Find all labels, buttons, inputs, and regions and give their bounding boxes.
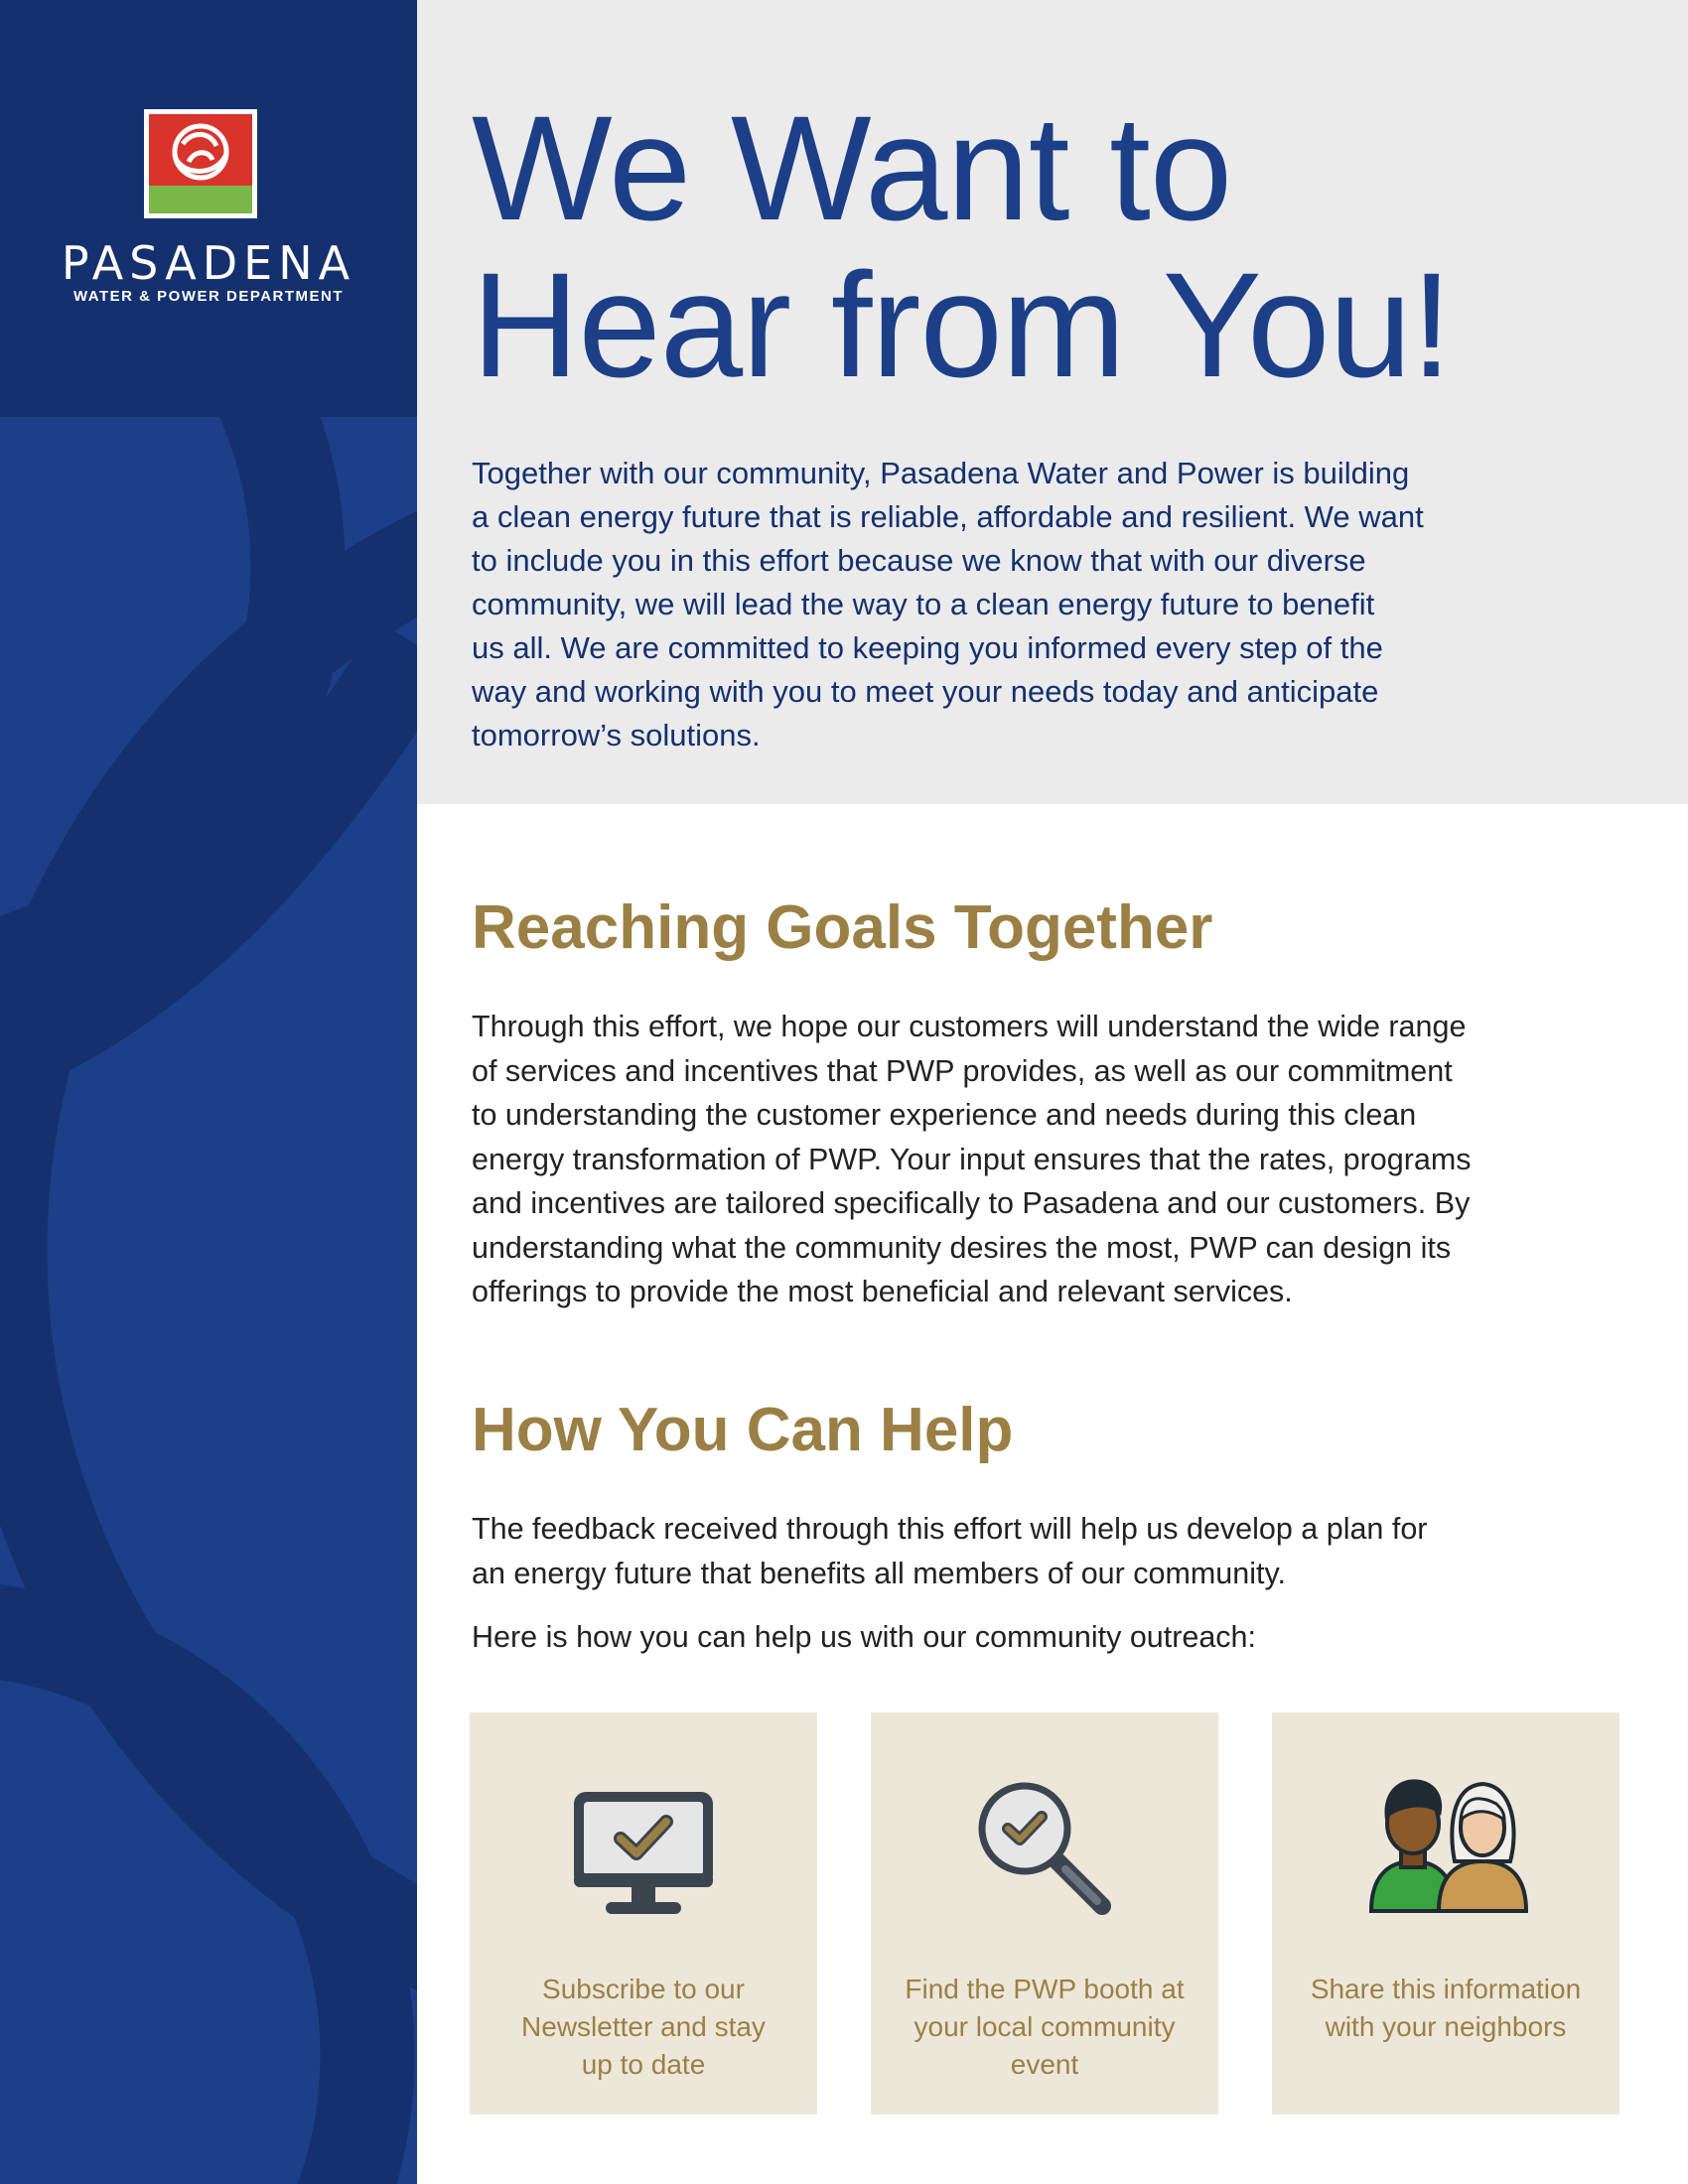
card-line: Subscribe to our bbox=[542, 1974, 745, 2004]
title-line: We Want to bbox=[472, 84, 1232, 251]
brand-department: WATER & POWER DEPARTMENT bbox=[72, 288, 345, 305]
card-line: Newsletter and stay bbox=[521, 2011, 766, 2042]
card-text bbox=[490, 1971, 797, 2084]
goals-heading: Reaching Goals Together bbox=[472, 893, 1213, 962]
card-subscribe-newsletter bbox=[470, 1712, 817, 2115]
intro-paragraph bbox=[472, 452, 1614, 757]
card-find-booth bbox=[871, 1712, 1218, 2115]
intro-line: tomorrow’s solutions. bbox=[472, 718, 761, 752]
intro-line: a clean energy future that is reliable, affordable and resilient. We want bbox=[472, 499, 1424, 534]
goals-paragraph bbox=[472, 1005, 1623, 1314]
card-line: up to date bbox=[581, 2049, 706, 2080]
title-line: Hear from You! bbox=[472, 241, 1452, 408]
pasadena-rose-logo bbox=[144, 109, 257, 218]
card-line: your local community bbox=[914, 2011, 1176, 2042]
goals-line: energy transformation of PWP. Your input ensures that the rates, programs bbox=[472, 1142, 1472, 1176]
sidebar bbox=[0, 0, 417, 2184]
help-lead-in: Here is how you can help us with our community outreach: bbox=[472, 1620, 1256, 1654]
intro-line: way and working with you to meet your needs today and anticipate bbox=[472, 674, 1379, 709]
page-title bbox=[472, 84, 1452, 408]
card-text bbox=[891, 1971, 1198, 2084]
goals-line: of services and incentives that PWP provides, as well as our commitment bbox=[472, 1053, 1453, 1088]
card-share-information bbox=[1272, 1712, 1619, 2115]
help-heading: How You Can Help bbox=[472, 1396, 1014, 1464]
goals-line: to understanding the customer experience and needs during this clean bbox=[472, 1098, 1417, 1132]
card-line: Share this information bbox=[1310, 1974, 1582, 2004]
goals-line: and incentives are tailored specifically to Pasadena and our customers. By bbox=[472, 1186, 1471, 1220]
rose-pattern-decoration bbox=[0, 417, 417, 2184]
goals-line: Through this effort, we hope our customers will understand the wide range bbox=[472, 1010, 1467, 1043]
brand-name: PASADENA bbox=[61, 236, 356, 290]
goals-line: offerings to provide the most beneficial and relevant services. bbox=[472, 1275, 1293, 1308]
card-line: with your neighbors bbox=[1325, 2011, 1567, 2042]
card-text bbox=[1292, 1971, 1600, 2046]
help-line: The feedback received through this effort will help us develop a plan for bbox=[472, 1512, 1428, 1546]
help-paragraph bbox=[472, 1507, 1623, 1595]
monitor-check-icon bbox=[470, 1712, 817, 1971]
card-line: Find the PWP booth at bbox=[905, 1974, 1185, 2004]
intro-line: to include you in this effort because we know that with our diverse bbox=[472, 543, 1366, 578]
card-line: event bbox=[1010, 2049, 1079, 2080]
intro-line: us all. We are committed to keeping you informed every step of the bbox=[472, 630, 1383, 665]
help-line: an energy future that benefits all members of our community. bbox=[472, 1556, 1286, 1590]
intro-line: Together with our community, Pasadena Water and Power is building bbox=[472, 456, 1410, 490]
header-panel bbox=[417, 0, 1688, 804]
intro-line: community, we will lead the way to a clean energy future to benefit bbox=[472, 587, 1375, 621]
neighbors-icon bbox=[1272, 1712, 1619, 1971]
goals-line: understanding what the community desires the most, PWP can design its bbox=[472, 1230, 1452, 1265]
magnifier-check-icon bbox=[871, 1712, 1218, 1971]
